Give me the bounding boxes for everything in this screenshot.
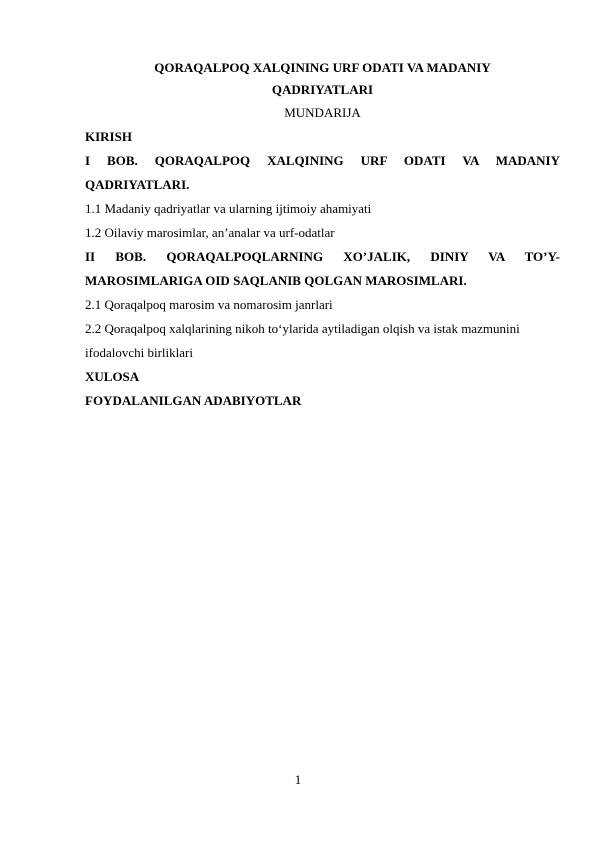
toc-section-1-2: 1.2 Oilaviy marosimlar, an’analar va urf-odatlar — [85, 225, 335, 240]
toc-section-2-2-line-1: 2.2 Qoraqalpoq xalqlarining nikoh to‘ylarida aytiladigan olqish va istak mazmunini — [85, 321, 520, 336]
toc-chapter-1-line-1: I BOB. QORAQALPOQ XALQINING URF ODATI VA MADANIY — [85, 153, 560, 168]
toc-section-1-1: 1.1 Madaniy qadriyatlar va ularning ijtimoiy ahamiyati — [85, 201, 372, 216]
toc-intro: KIRISH — [85, 129, 132, 144]
toc-chapter-2-line-1: II BOB. QORAQALPOQLARNING XO’JALIK, DINIY VA TO’Y- — [85, 249, 560, 264]
title-line-1: QORAQALPOQ XALQINING URF ODATI VA MADANIY — [154, 60, 491, 75]
contents-heading: MUNDARIJA — [284, 105, 361, 120]
toc-references: FOYDALANILGAN ADABIYOTLAR — [85, 393, 302, 408]
toc-chapter-1-line-2: QADRIYATLARI. — [85, 177, 190, 192]
table-of-contents — [85, 125, 560, 413]
page-number: 1 — [294, 772, 302, 787]
toc-section-2-2-line-2: ifodalovchi birliklari — [85, 345, 193, 360]
document-title — [85, 57, 560, 101]
toc-chapter-2-line-2: MAROSIMLARIGA OID SAQLANIB QOLGAN MAROSIMLARI. — [85, 273, 467, 288]
toc-conclusion: XULOSA — [85, 369, 140, 384]
document-content — [85, 57, 560, 413]
toc-section-2-1: 2.1 Qoraqalpoq marosim va nomarosim janrlari — [85, 297, 333, 312]
title-line-2: QADRIYATLARI — [271, 82, 374, 97]
